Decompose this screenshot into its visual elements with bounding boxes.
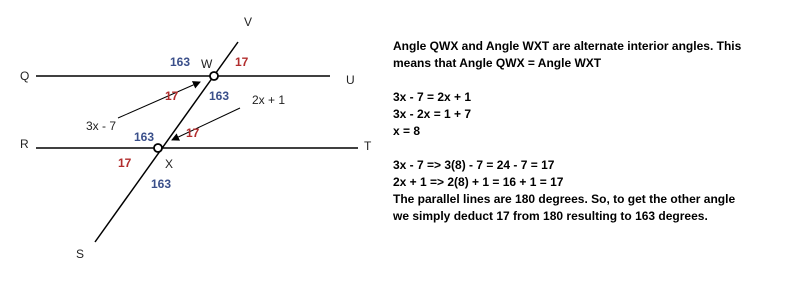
angle-x-bottom-left: 17	[118, 156, 132, 170]
angle-x-bottom-right: 163	[151, 177, 172, 191]
spacer	[393, 72, 793, 89]
label-w: W	[201, 57, 213, 71]
conclusion-line-2: we simply deduct 17 from 180 resulting to 163 degrees.	[393, 209, 708, 223]
equation-3: x = 8	[393, 124, 421, 138]
explanation-line-2: means that Angle QWX = Angle WXT	[393, 56, 602, 70]
angle-w-bottom-right: 163	[209, 89, 230, 103]
label-v: V	[244, 15, 253, 29]
arrow-2x-1	[172, 108, 240, 140]
angle-x-top-left: 163	[134, 130, 155, 144]
point-x-marker	[154, 144, 162, 152]
expr-3x-7: 3x - 7	[86, 119, 117, 133]
angle-x-top-right: 17	[186, 126, 200, 140]
angle-w-bottom-left: 17	[165, 89, 179, 103]
equation-2: 3x - 2x = 1 + 7	[393, 107, 472, 121]
label-q: Q	[20, 69, 30, 83]
point-w-marker	[210, 72, 218, 80]
substitution-1: 3x - 7 => 3(8) - 7 = 24 - 7 = 17	[393, 158, 555, 172]
equation-1: 3x - 7 = 2x + 1	[393, 90, 472, 104]
angle-w-top-right: 17	[235, 55, 249, 69]
substitution-2: 2x + 1 => 2(8) + 1 = 16 + 1 = 17	[393, 175, 564, 189]
label-t: T	[364, 139, 372, 153]
label-x: X	[165, 157, 174, 171]
explanation-panel	[393, 38, 793, 225]
transversal-diagram	[0, 0, 380, 303]
conclusion-line-1: The parallel lines are 180 degrees. So, to get the other angle	[393, 192, 736, 206]
expr-2x-1: 2x + 1	[252, 93, 286, 107]
explanation-line-1: Angle QWX and Angle WXT are alternate interior angles. This	[393, 39, 742, 53]
angle-w-top-left: 163	[170, 55, 191, 69]
spacer	[393, 140, 793, 157]
label-r: R	[20, 137, 29, 151]
label-u: U	[346, 73, 355, 87]
label-s: S	[76, 247, 85, 261]
